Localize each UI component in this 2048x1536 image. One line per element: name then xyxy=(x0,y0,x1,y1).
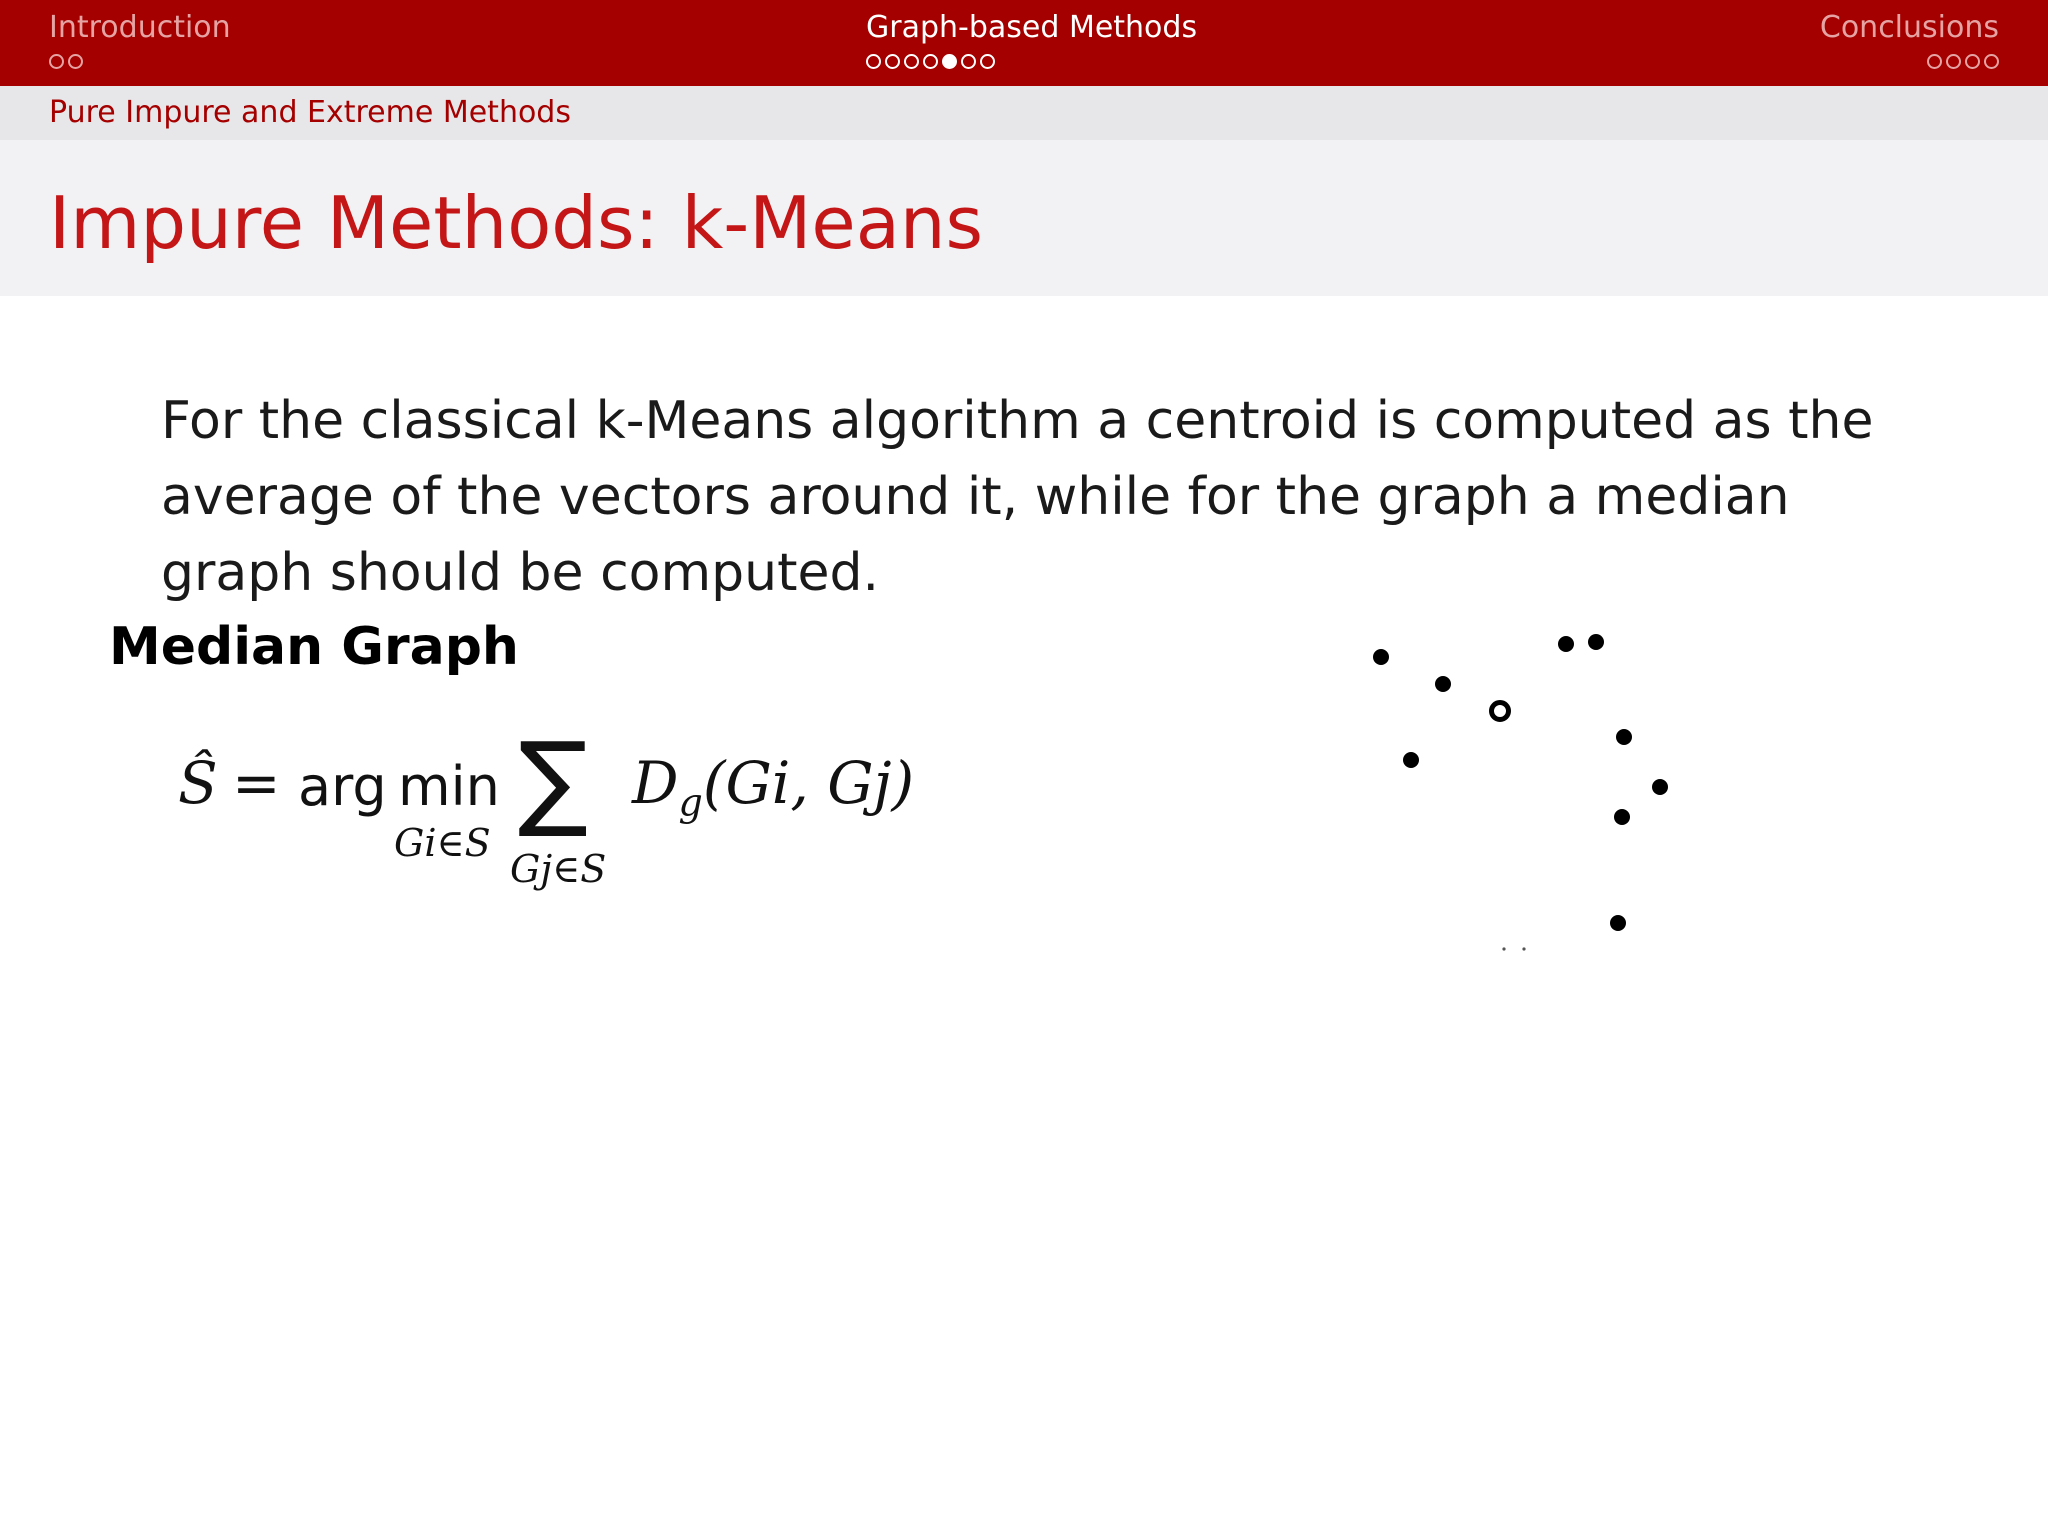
frame-title: Impure Methods: k-Means xyxy=(49,181,983,265)
nav-frame-dots xyxy=(1820,54,1999,74)
graph-point xyxy=(1403,752,1419,768)
nav-section-label: Introduction xyxy=(49,10,231,45)
nav-section-label: Conclusions xyxy=(1819,10,1999,45)
nav-frame-dot[interactable] xyxy=(68,54,83,69)
graph-point xyxy=(1435,676,1451,692)
nav-frame-dot[interactable] xyxy=(1965,54,1980,69)
formula-distance-subscript: g xyxy=(678,780,703,825)
nav-frame-dot[interactable] xyxy=(1946,54,1961,69)
median-graph-formula xyxy=(176,719,936,910)
nav-frame-dots xyxy=(866,54,1197,74)
graph-point xyxy=(1616,729,1632,745)
formula-sum-symbol: ∑ xyxy=(518,719,589,841)
nav-section-introduction[interactable] xyxy=(49,8,231,74)
nav-frame-dot[interactable] xyxy=(1984,54,1999,69)
nav-frame-dot-current[interactable] xyxy=(942,54,957,69)
nav-section-conclusions[interactable] xyxy=(1820,8,1999,74)
graph-point xyxy=(1614,809,1630,825)
formula-distance-term xyxy=(632,749,915,825)
nav-frame-dot[interactable] xyxy=(980,54,995,69)
nav-frame-dot[interactable] xyxy=(923,54,938,69)
nav-section-graph-based-methods[interactable] xyxy=(866,8,1197,74)
formula-distance-arguments: (Gi, Gj) xyxy=(702,749,915,817)
subsection-title[interactable]: Pure Impure and Extreme Methods xyxy=(49,95,571,130)
nav-section-label: Graph-based Methods xyxy=(866,10,1198,45)
frame-title-bar xyxy=(0,140,2048,296)
nav-frame-dot[interactable] xyxy=(49,54,64,69)
partial-point xyxy=(1502,947,1505,950)
formula-distance-symbol: D xyxy=(632,749,679,817)
formula-lhs: Ŝ xyxy=(178,749,218,817)
formula-equals: = xyxy=(232,749,281,817)
formula-arg: arg xyxy=(298,755,387,818)
formula-min-subscript: Gi∈S xyxy=(394,821,491,865)
partial-point xyxy=(1522,947,1525,950)
nav-frame-dot[interactable] xyxy=(961,54,976,69)
subsection-bar xyxy=(0,86,2048,140)
graph-point xyxy=(1373,649,1389,665)
nav-frame-dot[interactable] xyxy=(904,54,919,69)
navigation-bar xyxy=(0,0,2048,86)
nav-frame-dots xyxy=(49,54,231,74)
graph-point xyxy=(1588,634,1604,650)
median-graph-heading: Median Graph xyxy=(109,617,519,677)
cluster-points-diagram xyxy=(1340,600,1700,960)
graph-point xyxy=(1610,915,1626,931)
graph-point xyxy=(1652,779,1668,795)
formula-sum-subscript: Gj∈S xyxy=(510,847,607,891)
nav-frame-dot[interactable] xyxy=(885,54,900,69)
centroid-point xyxy=(1492,703,1509,720)
formula-min: min xyxy=(398,755,500,818)
graph-point xyxy=(1558,636,1574,652)
nav-frame-dot[interactable] xyxy=(866,54,881,69)
nav-frame-dot[interactable] xyxy=(1927,54,1942,69)
body-paragraph: For the classical k-Means algorithm a centroid is computed as the average of the vectors around it, while for the graph a median graph should be computed. xyxy=(161,391,1874,603)
